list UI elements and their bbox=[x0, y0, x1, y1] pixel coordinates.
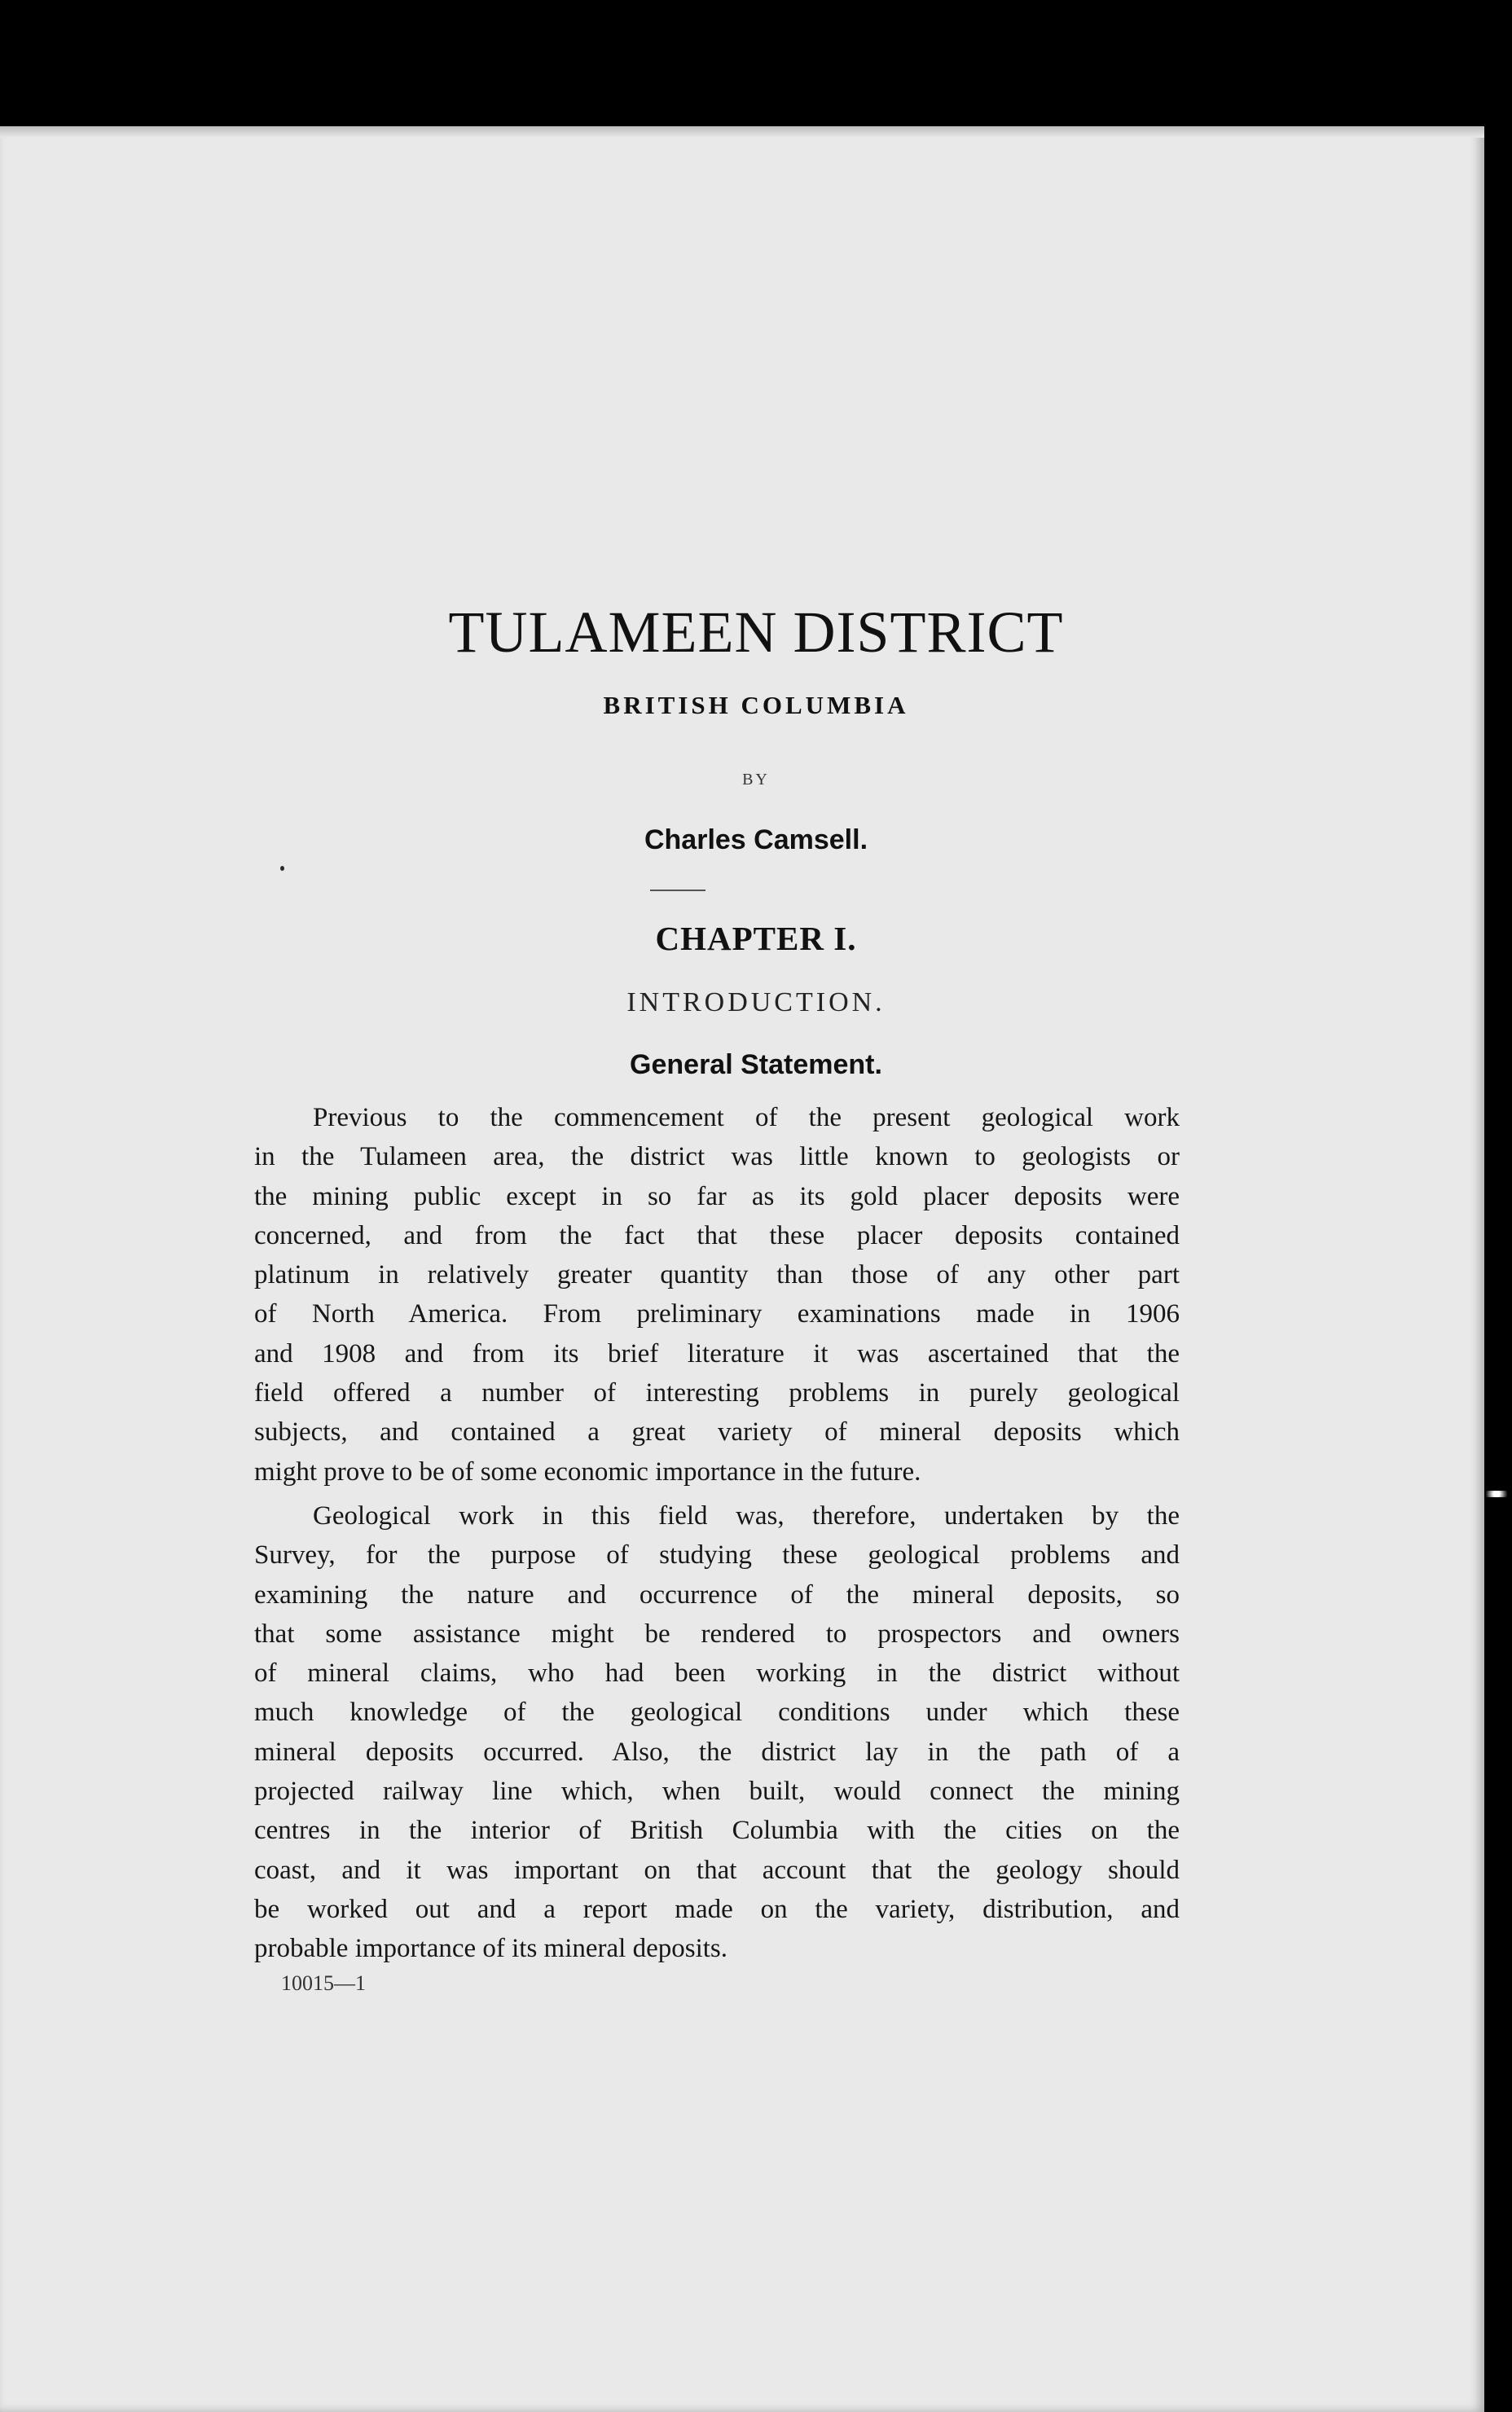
text-line: the mining public except in so far as its gold placer deposits were bbox=[254, 1181, 1180, 1211]
text-line: concerned, and from the fact that these placer deposits contained bbox=[254, 1220, 1180, 1250]
text-line: and 1908 and from its brief literature it was ascertained that the bbox=[254, 1338, 1180, 1369]
page-top-shadow bbox=[0, 126, 1484, 138]
text-line: examining the nature and occurrence of the mineral deposits, so bbox=[254, 1579, 1180, 1610]
text-line: mineral deposits occurred. Also, the district lay in the path of a bbox=[254, 1737, 1180, 1767]
text-line: platinum in relatively greater quantity than those of any other part bbox=[254, 1260, 1180, 1290]
text-line: be worked out and a report made on the variety, distribution, and bbox=[254, 1894, 1180, 1924]
text-line: coast, and it was important on that account that the geology should bbox=[254, 1855, 1180, 1885]
text-line: projected railway line which, when built, would connect the mining bbox=[254, 1777, 1180, 1807]
text-line: Survey, for the purpose of studying these geological problems and bbox=[254, 1540, 1180, 1571]
text-line: of North America. From preliminary examinations made in 1906 bbox=[254, 1299, 1180, 1329]
document-title: TULAMEEN DISTRICT bbox=[448, 600, 1064, 665]
chapter-title: INTRODUCTION. bbox=[626, 987, 886, 1017]
text-line: of mineral claims, who had been working in the district without bbox=[254, 1659, 1180, 1689]
scan-speck bbox=[280, 866, 284, 871]
byline: BY bbox=[742, 771, 770, 789]
author-name: Charles Camsell. bbox=[644, 824, 868, 855]
text-line: Previous to the commencement of the present geological work bbox=[313, 1103, 1180, 1132]
text-line: in the Tulameen area, the district was little known to geologists or bbox=[254, 1142, 1180, 1172]
scan-edge-artifact bbox=[1481, 1491, 1512, 1497]
paragraph-2 bbox=[254, 1496, 1180, 1969]
text-line: might prove to be of some economic importance in the future. bbox=[254, 1456, 921, 1487]
text-line: centres in the interior of British Columbia with the cities on the bbox=[254, 1816, 1180, 1846]
text-line: much knowledge of the geological conditions under which these bbox=[254, 1698, 1180, 1728]
text-line: Geological work in this field was, therefore, undertaken by the bbox=[313, 1501, 1180, 1531]
document-subtitle: BRITISH COLUMBIA bbox=[603, 691, 909, 719]
text-line: subjects, and contained a great variety of mineral deposits which bbox=[254, 1417, 1180, 1448]
folio-signature: 10015—1 bbox=[281, 1971, 366, 1995]
text-line: field offered a number of interesting problems in purely geological bbox=[254, 1378, 1180, 1408]
chapter-heading: CHAPTER I. bbox=[655, 920, 857, 957]
text-line: that some assistance might be rendered to prospectors and owners bbox=[254, 1619, 1180, 1649]
section-heading: General Statement. bbox=[630, 1049, 882, 1080]
paragraph-1 bbox=[254, 1098, 1180, 1492]
title-divider bbox=[650, 890, 705, 891]
text-line: probable importance of its mineral deposits. bbox=[254, 1934, 728, 1964]
